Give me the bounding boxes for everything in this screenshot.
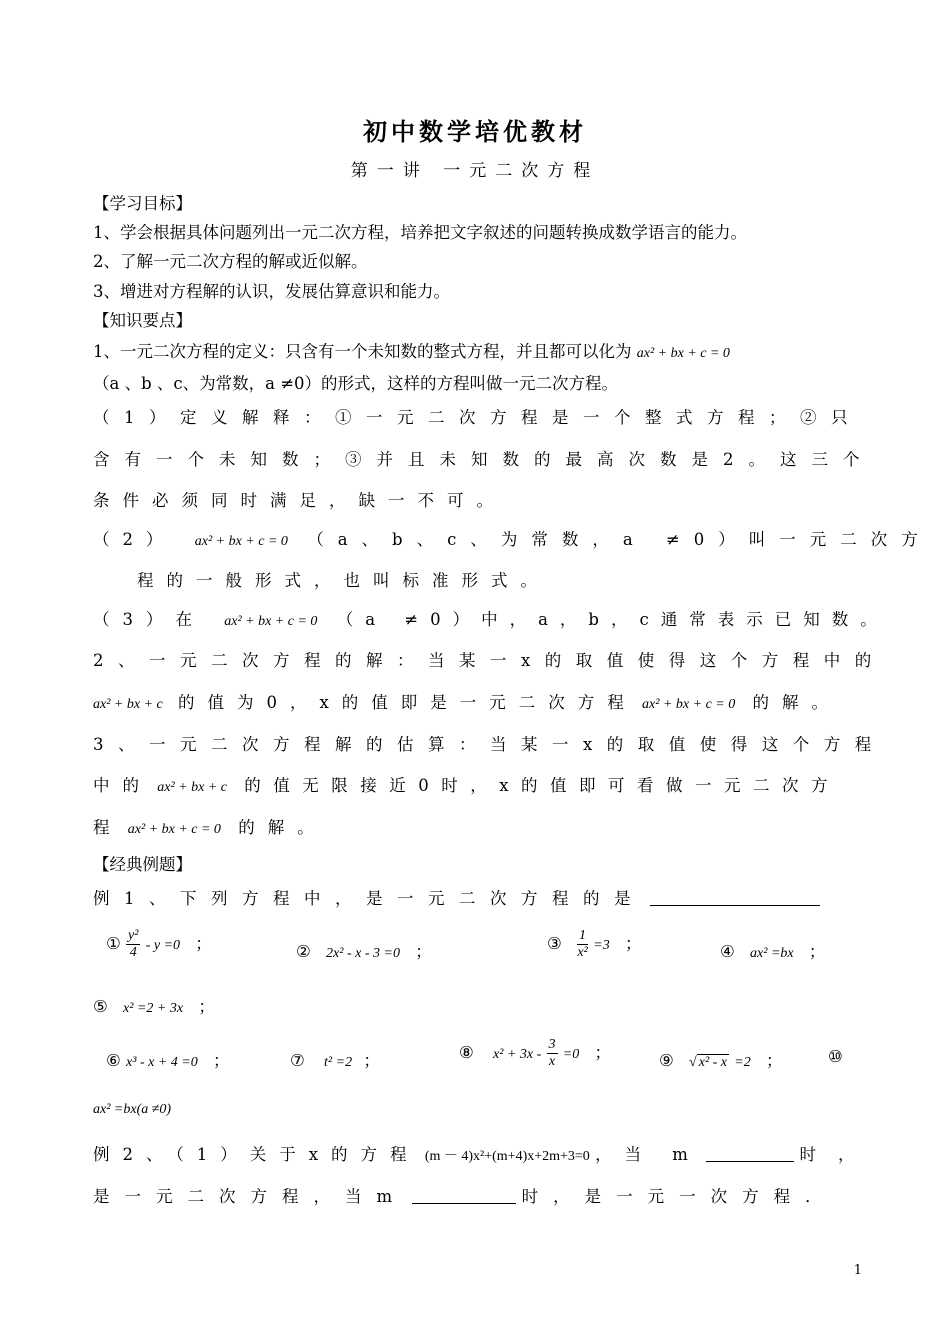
example-2-blank-2[interactable] (412, 1187, 516, 1204)
option-8-sep: ； (594, 1043, 611, 1062)
example-2-blank-1[interactable] (706, 1145, 794, 1162)
definition-explain-2: 含有一个未知数；③并且未知数的最高次数是2。这三个 (93, 450, 875, 469)
estimation-1: 3、一元二次方程解的估算：当某一x的取值使得这个方程 (93, 735, 886, 754)
option-7-equation: t² =2 (324, 1055, 353, 1070)
coefficients-line (93, 606, 889, 630)
coefficients-text: （a ≠0）中，a，b，c通常表示已知数。 (336, 610, 889, 629)
goal-3: 3、增进对方程解的认识，发展估算意识和能力。 (93, 282, 450, 301)
option-8 (459, 1037, 611, 1070)
option-3-rest: =3 (593, 938, 610, 953)
option-6-sep: ； (212, 1051, 230, 1070)
example-2-end: 时， (799, 1145, 877, 1164)
examples-header: 【经典例题】 (93, 855, 192, 874)
option-2 (296, 938, 432, 962)
option-1-numerator: y² (128, 928, 139, 943)
solution-expression: ax² + bx + c (93, 697, 163, 712)
knowledge-1-continued: （a 、b 、c、为常数，a ≠0）的形式，这样的方程叫做一元二次方程。 (93, 374, 619, 393)
option-10-equation: ax² =bx(a ≠0) (93, 1102, 172, 1117)
option-4-sep: ； (808, 942, 826, 961)
estimation-3-prefix: 程 (93, 818, 123, 837)
option-8-numerator: 3 (548, 1037, 556, 1052)
general-form-equation: ax² + bx + c = 0 (194, 534, 288, 549)
option-6-label: ⑥ (106, 1051, 121, 1070)
page-number: 1 (853, 1263, 862, 1278)
example-2-equation: (m － 4)x²+(m+4)x+2m+3=0 (424, 1149, 590, 1164)
option-8-prefix: x² + 3x - (493, 1047, 542, 1062)
knowledge-1-text: 1、一元二次方程的定义：只含有一个未知数的整式方程，并且都可以化为 (93, 342, 632, 361)
option-9: ⑨ √ x² - x =2 ； (659, 1051, 783, 1070)
solution-equation: ax² + bx + c = 0 (642, 697, 736, 712)
estimation-text: 的值无限接近0时，x的值即可看做一元二次方 (244, 776, 841, 795)
option-1 (106, 928, 212, 961)
option-3-sep: ； (625, 934, 642, 953)
definition-explain-1: （1）定义解释：①一元二次方程是一个整式方程；②只 (93, 408, 862, 427)
option-4-equation: ax² =bx (750, 946, 794, 961)
goals-header: 【学习目标】 (93, 194, 192, 213)
option-6-equation: x³ - x + 4 =0 (126, 1055, 198, 1070)
estimation-equation: ax² + bx + c = 0 (127, 822, 221, 837)
option-2-equation: 2x² - x - 3 =0 (326, 946, 400, 961)
option-5-label: ⑤ (93, 997, 108, 1016)
option-8-denominator: x (548, 1054, 556, 1069)
option-8-rest: =0 (562, 1047, 580, 1062)
option-9-radicand: x² - x (698, 1055, 728, 1070)
estimation-2 (93, 772, 840, 796)
option-1-rest: - y =0 (145, 938, 181, 953)
example-1 (93, 885, 820, 909)
option-7-sep: ； (363, 1051, 380, 1070)
example-2-line-2-text: 是一元二次方程，当m (93, 1187, 408, 1206)
option-2-sep: ； (415, 942, 432, 961)
example-2-line-2 (93, 1183, 837, 1207)
estimation-expression: ax² + bx + c (157, 780, 227, 795)
estimation-prefix: 中的 (93, 776, 152, 795)
option-3-numerator: 1 (579, 928, 587, 943)
estimation-3 (93, 814, 327, 838)
coefficients-index: （3）在 (93, 610, 205, 629)
coefficients-equation: ax² + bx + c = 0 (224, 614, 318, 629)
option-8-label: ⑧ (459, 1043, 474, 1062)
goal-2: 2、了解一元二次方程的解或近似解。 (93, 252, 368, 271)
example-1-answer-blank[interactable] (650, 889, 820, 906)
option-1-sep: ； (195, 934, 212, 953)
option-3-denominator: x² (577, 945, 588, 960)
knowledge-header: 【知识要点】 (93, 311, 192, 330)
option-5-sep: ； (198, 997, 215, 1016)
general-form-line-1 (93, 526, 932, 550)
option-4 (720, 938, 825, 962)
example-1-text: 例1、下列方程中，是一元二次方程的是 (93, 889, 645, 908)
option-8-fraction (547, 1037, 558, 1070)
option-9-label: ⑨ (659, 1051, 674, 1070)
example-2-line-1 (93, 1141, 876, 1165)
solution-definition-1: 2、一元二次方程的解：当某一x的取值使得这个方程中的 (93, 651, 886, 670)
definition-explain-3: 条件必须同时满足，缺一不可。 (93, 491, 506, 510)
option-1-fraction (126, 928, 140, 961)
option-3-fraction (577, 928, 588, 961)
solution-definition-2 (93, 689, 841, 713)
example-2-line-2-end: 时，是一元一次方程． (521, 1187, 837, 1206)
goal-1: 1、学会根据具体问题列出一元二次方程，培养把文字叙述的问题转换成数学语言的能力。 (93, 223, 747, 242)
solution-end: 的解。 (752, 693, 841, 712)
lecture-subtitle: 第一讲 一元二次方程 (350, 161, 600, 181)
knowledge-1 (93, 338, 730, 362)
example-2-when: ，当 m (595, 1145, 701, 1164)
option-4-label: ④ (720, 942, 735, 961)
option-3 (547, 928, 642, 961)
general-form-line-2: 程的一般形式，也叫标准形式。 (137, 571, 550, 590)
option-7 (290, 1047, 380, 1071)
option-9-sep: ； (765, 1051, 783, 1070)
option-1-denominator: 4 (129, 945, 137, 960)
standard-form-equation: ax² + bx + c = 0 (636, 346, 730, 361)
option-3-label: ③ (547, 934, 562, 953)
example-2-text: 例2、（1）关于x的方程 (93, 1145, 420, 1164)
option-7-label: ⑦ (290, 1051, 305, 1070)
document-title: 初中数学培优教材 (363, 117, 587, 146)
general-form-index: （2） (93, 530, 176, 549)
option-5 (93, 993, 215, 1017)
option-1-label: ① (106, 934, 121, 953)
option-9-rest: =2 (734, 1055, 751, 1070)
option-5-equation: x² =2 + 3x (123, 1001, 184, 1016)
solution-text: 的值为0，x的值即是一元二次方程 (177, 693, 637, 712)
option-10-label: ⑩ (828, 1047, 843, 1066)
option-2-label: ② (296, 942, 311, 961)
estimation-3-end: 的解。 (238, 818, 327, 837)
general-form-text: （a、b、c、为常数，a ≠0）叫一元二次方 (307, 530, 932, 549)
option-6 (106, 1047, 229, 1071)
